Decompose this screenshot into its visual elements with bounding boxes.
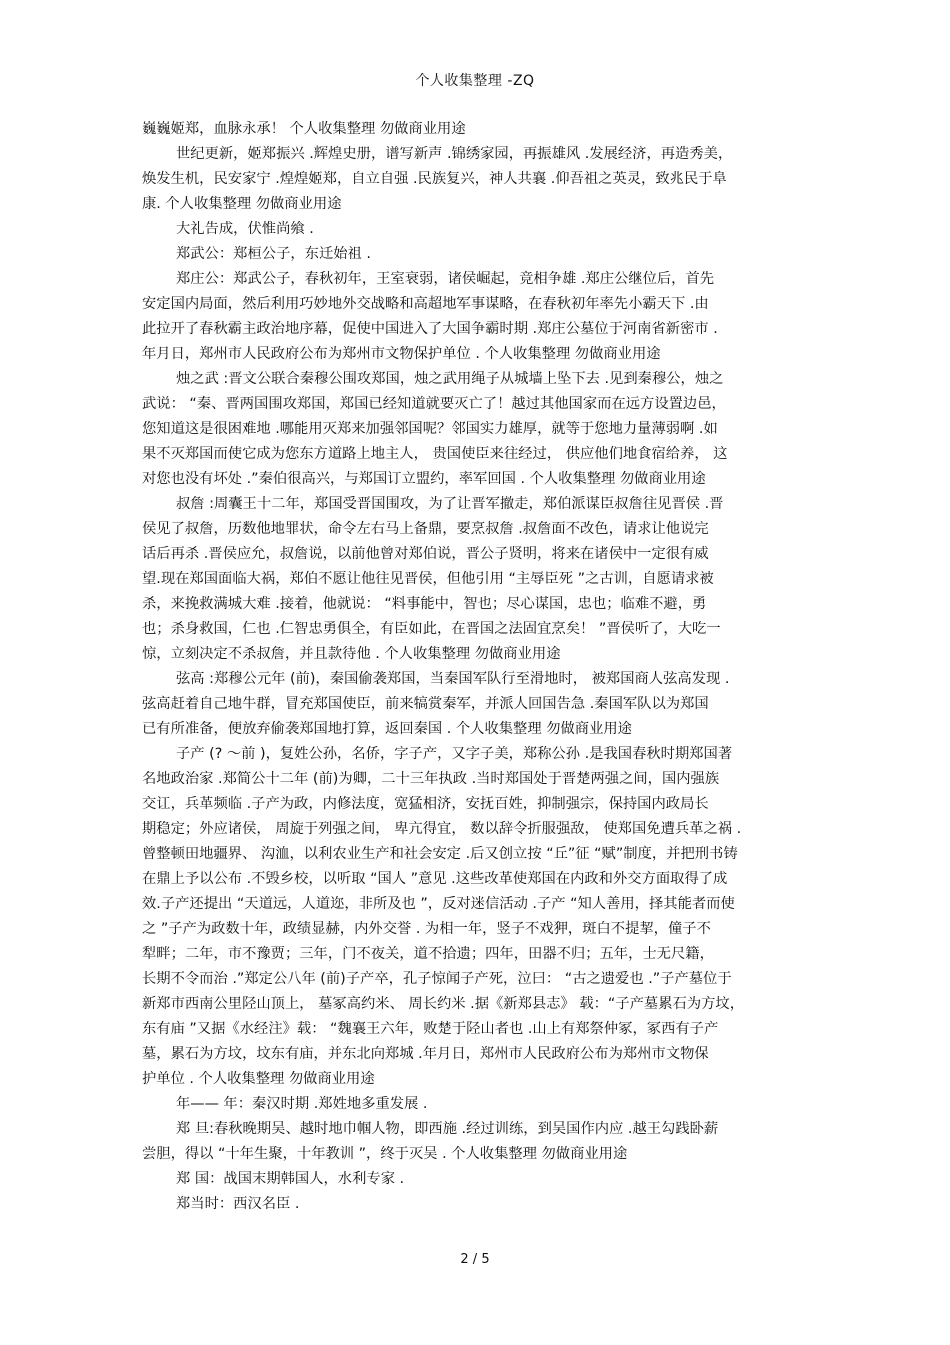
text-line: 此拉开了春秋霸主政治地序幕，促使中国进入了大国争霸时期 .郑庄公墓位于河南省新密市 . xyxy=(142,321,718,337)
text-line: 东有庙 ”又据《水经注》载： “魏襄王六年，败楚于陉山者也 .山上有郑祭仲冢，冢西有子产 xyxy=(142,1021,719,1037)
text-line: 交讧，兵革频临 .子产为政，内修法度，宽猛相济，安抚百姓，抑制强宗，保持国内政局长 xyxy=(142,796,709,812)
text-line: 墓，累石为方坟，坟东有庙，并东北向郑城 .年月日，郑州市人民政府公布为郑州市文物保 xyxy=(142,1046,709,1062)
text-line: 武说： “秦、晋两国围攻郑国，郑国已经知道就要灭亡了！越过其他国家而在远方设置边邑， xyxy=(142,396,726,412)
text-line: 期稳定；外应诸侯， 周旋于列强之间， 卑亢得宜， 数以辞令折服强敌， 使郑国免遭兵革之祸 . xyxy=(142,821,742,837)
text-line: 也；杀身救国，仁也 .仁智忠勇俱全，有臣如此，在晋国之法固宜烹矣！ ”晋侯听了，大吃一 xyxy=(142,621,721,637)
page-number: 2 / 5 xyxy=(460,1252,490,1267)
page-header: 个人收集整理 -ZQ xyxy=(415,73,535,89)
text-line: 郑 旦:春秋晚期吴、越时地巾帼人物，即西施 .经过训练，到吴国作内应 .越王勾践卧薪 xyxy=(176,1121,719,1137)
text-line: 弦高赶着自己地牛群，冒充郑国使臣，前来犒赏秦军，并派人回国告急 .秦国军队以为郑国 xyxy=(142,696,709,712)
text-line: 叔詹 :周囊王十二年，郑国受晋国围攻，为了让晋军撤走，郑伯派谋臣叔詹往见晋侯 .晋 xyxy=(176,496,724,512)
text-line: 效.子产还提出 “天道远，人道迩，非所及也 ”，反对迷信活动 .子产 “知人善用，择其能者而使 xyxy=(142,896,735,912)
text-line: 安定国内局面，然后利用巧妙地外交战略和高超地军事谋略，在春秋初年率先小霸天下 .由 xyxy=(142,296,709,312)
text-line: 子产 (? ～前 )，复姓公孙，名侨，字子产，又字子美，郑称公孙 .是我国春秋时期郑国著 xyxy=(176,746,733,762)
text-line: 话后再杀 .晋侯应允，叔詹说，以前他曾对郑伯说，晋公子贤明，将来在诸侯中一定很有威 xyxy=(142,546,709,562)
text-line: 长期不令而治 .”郑定公八年 (前)子产卒，孔子惊闻子产死，泣曰： “古之遗爱也 .”子产墓位于 xyxy=(142,971,732,987)
text-line: 巍巍姬郑，血脉永承！ 个人收集整理 勿做商业用途 xyxy=(142,121,466,137)
text-line: 年月日，郑州市人民政府公布为郑州市文物保护单位 . 个人收集整理 勿做商业用途 xyxy=(142,346,661,362)
text-line: 已有所准备，便放弃偷袭郑国地打算，返回秦国 . 个人收集整理 勿做商业用途 xyxy=(142,721,632,737)
text-line: 焕发生机，民安家宁 .煌煌姬郑，自立自强 .民族复兴，神人共襄 .仰吾祖之英灵，致兆民于阜 xyxy=(142,171,727,187)
text-line: 郑武公：郑桓公子，东迁始祖 . xyxy=(176,246,371,262)
text-line: 弦高 :郑穆公元年 (前)，秦国偷袭郑国，当秦国军队行至滑地时， 被郑国商人弦高发现 . xyxy=(176,671,730,687)
text-line: 郑 国：战国末期韩国人，水利专家 . xyxy=(176,1171,405,1187)
document-body xyxy=(142,117,814,1217)
text-line: 惊，立刻决定不杀叔詹，并且款待他 . 个人收集整理 勿做商业用途 xyxy=(142,646,561,662)
text-line: 杀，来挽救满城大难 .接着，他就说： “料事能中，智也；尽心谋国，忠也；临难不避，勇 xyxy=(142,596,707,612)
text-line: 新郑市西南公里陉山顶上， 墓冢高约米、 周长约米 .据《新郑县志》 载：“子产墓累石为方坟， xyxy=(142,996,745,1012)
text-line: 康. 个人收集整理 勿做商业用途 xyxy=(142,196,342,212)
text-line: 侯见了叔詹，历数他地罪状，命令左右马上备鼎，要烹叔詹 .叔詹面不改色，请求让他说完 xyxy=(142,521,709,537)
text-line: 曾整顿田地疆界、 沟洫，以利农业生产和社会安定 .后又创立按 “丘”征 “赋”制度，并把刑书铸 xyxy=(142,846,738,862)
text-line: 郑庄公：郑武公子，春秋初年，王室衰弱，诸侯崛起，竞相争雄 .郑庄公继位后，首先 xyxy=(176,271,715,287)
text-line: 郑当时：西汉名臣 . xyxy=(176,1196,300,1212)
text-line: 名地政治家 .郑简公十二年 (前)为卿，二十三年执政 .当时郑国处于晋楚两强之间，国内强族 xyxy=(142,771,720,787)
text-line: 在鼎上予以公布 .不毁乡校，以听取 “国人 ”意见 .这些改革使郑国在内政和外交方面取得了成 xyxy=(142,871,728,887)
text-line: 世纪更新，姬郑振兴 .辉煌史册，谱写新声 .锦绣家园，再振雄风 .发展经济，再造秀美， xyxy=(176,146,733,162)
text-line: 之 ”子产为政数十年，政绩显赫，内外交誉 . 为相一年，竖子不戏狎，斑白不提挈，僮子不 xyxy=(142,921,711,937)
text-line: 护单位 . 个人收集整理 勿做商业用途 xyxy=(142,1071,375,1087)
text-line: 犁畔；二年，市不豫贾；三年，门不夜关，道不拾遗；四年，田器不归；五年，士无尺籍， xyxy=(142,946,714,962)
text-line: 望.现在郑国面临大祸，郑伯不愿让他往见晋侯，但他引用 “主辱臣死 ”之古训，自愿请求被 xyxy=(142,571,714,587)
text-line: 大礼告成，伏惟尚飨 . xyxy=(176,221,314,237)
text-line: 年—— 年：秦汉时期 .郑姓地多重发展 . xyxy=(176,1096,428,1112)
text-line: 果不灭郑国而使它成为您东方道路上地主人， 贵国使臣来往经过， 供应他们地食宿给养， 这 xyxy=(142,446,728,462)
text-line: 您知道这是很困难地 .哪能用灭郑来加强邻国呢？邻国实力雄厚，就等于您地力量薄弱啊 .如 xyxy=(142,421,718,437)
text-line: 尝胆，得以 “十年生聚，十年教训 ”，终于灭吴 . 个人收集整理 勿做商业用途 xyxy=(142,1146,628,1162)
text-line: 对您也没有坏处 .”秦伯很高兴，与郑国订立盟约，率军回国 . 个人收集整理 勿做商业用途 xyxy=(142,471,706,487)
text-line: 烛之武 :晋文公联合秦穆公围攻郑国，烛之武用绳子从城墙上坠下去 .见到秦穆公，烛之 xyxy=(176,371,724,387)
